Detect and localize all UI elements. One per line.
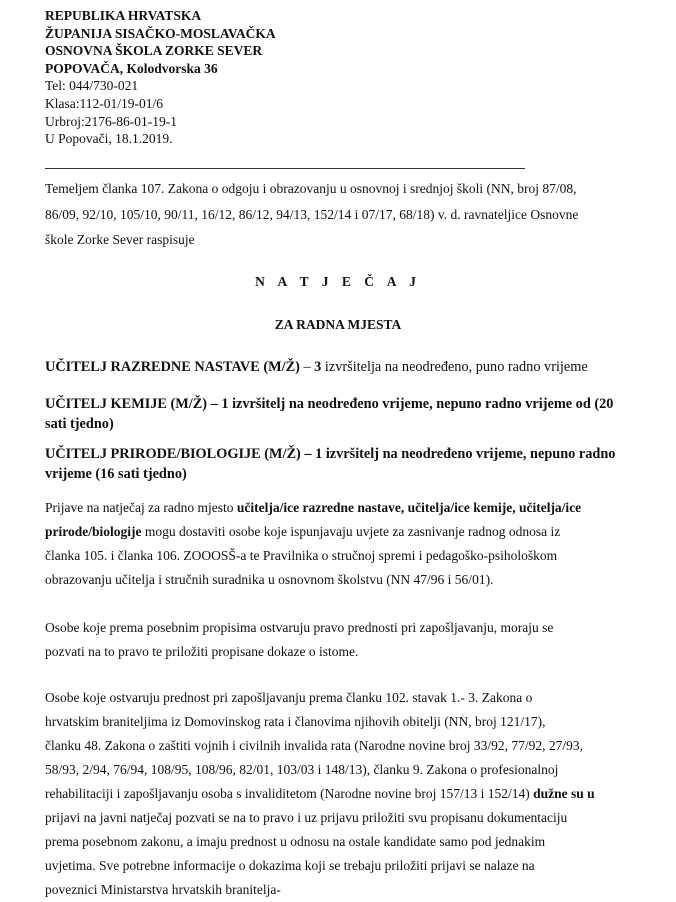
text-line: obrazovanju učitelja i stručnih suradnika u osnovnom školstvu (NN 47/96 i 56/01).	[45, 572, 494, 587]
text-line: Osobe koje prema posebnim propisima ostvaruju pravo prednosti pri zapošljavanju, moraju se	[45, 620, 554, 635]
document-title: N A T J E Č A J	[255, 274, 421, 289]
text-span: mogu dostaviti osobe koje ispunjavaju uvjete za zasnivanje radnog odnosa iz	[141, 524, 561, 539]
header-date: U Popovači, 18.1.2019.	[45, 131, 173, 147]
applications-paragraph	[45, 496, 645, 592]
job-3-details-cont: vrijeme (16 sati tjedno)	[45, 466, 187, 482]
text-line: prema posebnom zakonu, a imaju prednost u odnosu na ostale kandidate samo pod jednakim	[45, 834, 546, 849]
header-country: REPUBLIKA HRVATSKA	[45, 8, 202, 23]
header-school: OSNOVNA ŠKOLA ZORKE SEVER	[45, 43, 263, 59]
text-line: pozvati na to pravo te priložiti propisane dokaze o istome.	[45, 644, 359, 659]
job-2-details: – 1 izvršitelj na neodređeno vrijeme, nepuno radno vrijeme od (20	[207, 396, 614, 412]
text-span: rehabilitaciji i zapošljavanju osoba s invaliditetom (Narodne novine broj 157/13 i 152/14)	[45, 786, 534, 801]
header-urbroj: Urbroj:2176-86-01-19-1	[45, 113, 177, 129]
header-divider	[45, 168, 525, 169]
positions-bold-cont: prirode/biologije	[45, 524, 142, 539]
intro-line: škole Zorke Sever raspisuje	[45, 232, 195, 247]
header-county: ŽUPANIJA SISAČKO-MOSLAVAČKA	[45, 25, 276, 41]
text-line: prijavi na javni natječaj pozvati se na to pravo i uz prijavu priložiti svu propisanu dokumentaciju	[45, 810, 568, 825]
positions-bold: učitelja/ice razredne nastave, učitelja/ice kemije, učitelja/ice	[236, 500, 582, 515]
header-tel: Tel: 044/730-021	[45, 78, 139, 94]
intro-line: 86/09, 92/10, 105/10, 90/11, 16/12, 86/12, 94/13, 152/14 i 07/17, 68/18) v. d. ravnateljice Osnovne	[45, 206, 579, 222]
obligation-bold: dužne su u	[533, 786, 595, 801]
text-span: Prijave na natječaj za radno mjesto	[45, 500, 237, 515]
job-3-title: UČITELJ PRIRODE/BIOLOGIJE (M/Ž)	[45, 446, 301, 462]
text-line: uvjetima. Sve potrebne informacije o dokazima koji se trebaju priložiti prijavi se nalaze na	[45, 858, 535, 873]
priority-paragraph	[45, 616, 645, 664]
header-klasa: Klasa:112-01/19-01/6	[45, 95, 163, 111]
text-line: članku 48. Zakona o zaštiti vojnih i civilnih invalida rata (Narodne novine broj 33/92, 77/92, 27/93,	[45, 738, 584, 753]
job-1	[45, 357, 635, 377]
job-3	[45, 444, 635, 484]
text-line: poveznici Ministarstva hrvatskih branitelja-	[45, 882, 281, 897]
veterans-paragraph	[45, 686, 645, 902]
job-2-title: UČITELJ KEMIJE (M/Ž)	[45, 396, 208, 412]
job-1-title: UČITELJ RAZREDNE NASTAVE (M/Ž)	[45, 359, 300, 375]
letterhead	[45, 7, 276, 148]
header-address: POPOVAČA, Kolodvorska 36	[45, 60, 218, 76]
text-line: 58/93, 2/94, 76/94, 108/95, 108/96, 82/01, 103/03 i 148/13), članku 9. Zakona o profesionalnoj	[45, 762, 559, 777]
job-1-dash: –	[299, 359, 315, 375]
intro-line: Temeljem članka 107. Zakona o odgoju i obrazovanju u osnovnoj i srednjoj školi (NN, broj 87/08,	[45, 181, 577, 196]
text-line: članka 105. i članka 106. ZOOOSŠ-a te Pravilnika o stručnoj spremi i pedagoško-psihološkom	[45, 548, 558, 563]
text-line: Osobe koje ostvaruju prednost pri zapošljavanju prema članku 102. stavak 1.- 3. Zakona o	[45, 690, 533, 705]
job-2	[45, 394, 635, 434]
job-3-details: – 1 izvršitelj na neodređeno vrijeme, nepuno radno	[300, 446, 616, 462]
text-line: hrvatskim braniteljima iz Domovinskog rata i članovima njihovih obitelji (NN, broj 121/17),	[45, 714, 546, 729]
job-2-details-cont: sati tjedno)	[45, 416, 114, 432]
job-1-details: izvršitelja na neodređeno, puno radno vrijeme	[321, 359, 588, 375]
document-subtitle: ZA RADNA MJESTA	[274, 317, 402, 332]
intro-paragraph	[45, 176, 635, 253]
job-1-count: 3	[314, 359, 322, 375]
